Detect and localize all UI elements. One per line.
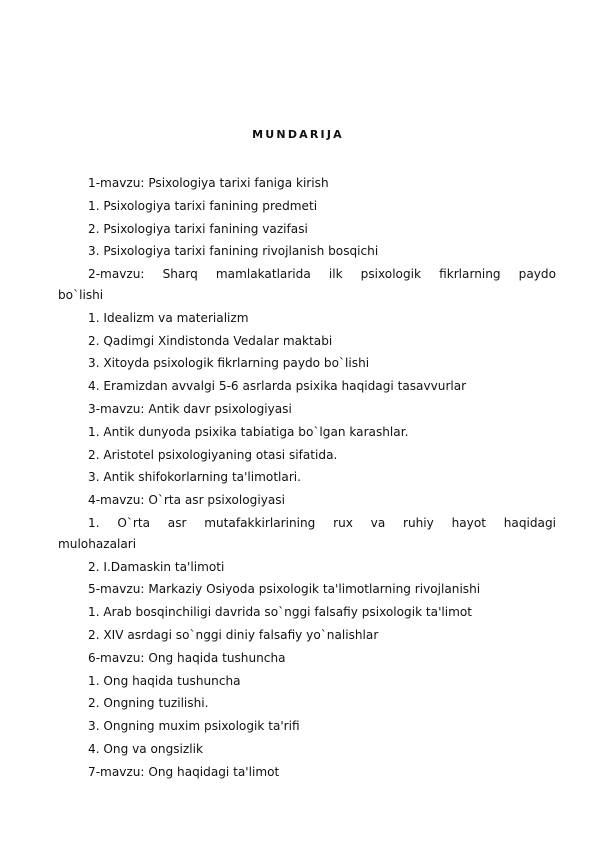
subtopic-item: 3. Ongning muxim psixologik ta'rifi xyxy=(88,719,300,734)
topic-heading: 2-mavzu: Sharq mamlakatlarida ilk psixologik fikrlarning paydo xyxy=(88,267,556,282)
table-of-contents xyxy=(58,172,556,784)
subtopic-item: 2. I.Damaskin ta'limoti xyxy=(88,559,225,574)
topic-heading: 1-mavzu: Psixologiya tarixi faniga kirish xyxy=(88,176,329,190)
subtopic-item: 3. Xitoyda psixologik fikrlarning paydo bo`lishi xyxy=(88,356,370,371)
page-title: MUNDARIJA xyxy=(252,128,344,141)
subtopic-item: 1. Ong haqida tushuncha xyxy=(88,673,241,688)
subtopic-item: 1. Idealizm va materializm xyxy=(88,310,249,325)
topic-heading-continuation: bo`lishi xyxy=(58,287,104,302)
subtopic-item: 1. Antik dunyoda psixika tabiatiga bo`lgan karashlar. xyxy=(88,424,409,439)
subtopic-item: 1. O`rta asr mutafakkirlarining rux va ruhiy hayot haqidagi xyxy=(88,515,556,530)
subtopic-item: 3. Antik shifokorlarning ta'limotlari. xyxy=(88,470,302,485)
topic-heading: 5-mavzu: Markaziy Osiyoda psixologik ta'limotlarning rivojlanishi xyxy=(88,582,481,597)
subtopic-item: 2. Ongning tuzilishi. xyxy=(88,696,209,711)
subtopic-item: 2. Psixologiya tarixi fanining vazifasi xyxy=(88,221,308,236)
subtopic-continuation: mulohazalari xyxy=(58,536,137,551)
subtopic-item: 1. Arab bosqinchiligi davrida so`nggi falsafiy psixologik ta'limot xyxy=(88,605,473,620)
topic-heading: 4-mavzu: O`rta asr psixologiyasi xyxy=(88,493,285,508)
subtopic-item: 2. Aristotel psixologiyaning otasi sifatida. xyxy=(88,447,338,462)
topic-heading: 3-mavzu: Antik davr psixologiyasi xyxy=(88,401,292,416)
subtopic-item: 4. Eramizdan avvalgi 5-6 asrlarda psixika haqidagi tasavvurlar xyxy=(88,379,467,394)
topic-heading: 6-mavzu: Ong haqida tushuncha xyxy=(88,650,286,665)
subtopic-item: 4. Ong va ongsizlik xyxy=(88,741,203,756)
subtopic-item: 2. XIV asrdagi so`nggi diniy falsafiy yo`nalishlar xyxy=(88,627,379,642)
topic-heading: 7-mavzu: Ong haqidagi ta'limot xyxy=(88,764,280,779)
subtopic-item: 3. Psixologiya tarixi fanining rivojlanish bosqichi xyxy=(88,244,379,259)
subtopic-item: 1. Psixologiya tarixi fanining predmeti xyxy=(88,198,318,213)
subtopic-item: 2. Qadimgi Xindistonda Vedalar maktabi xyxy=(88,333,333,348)
